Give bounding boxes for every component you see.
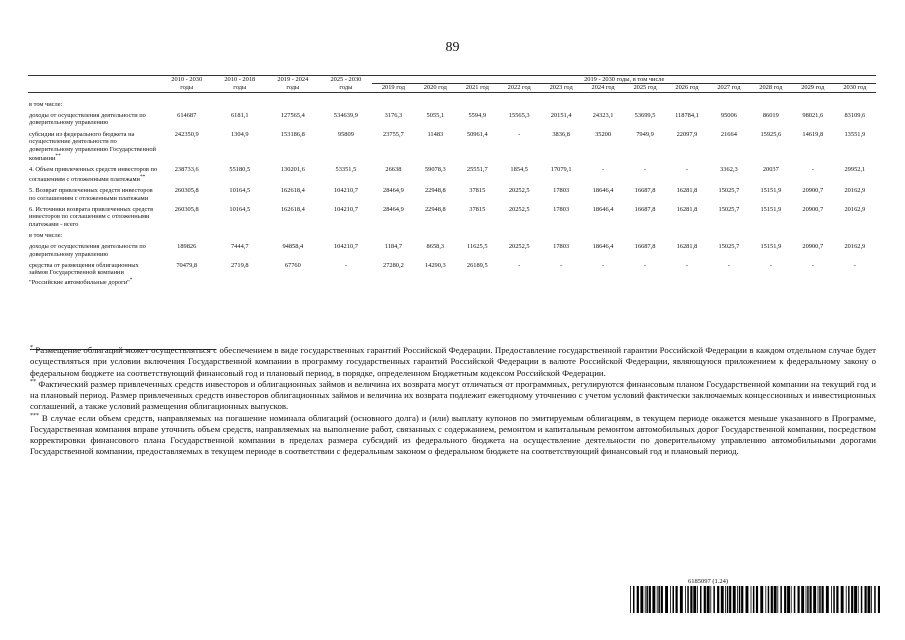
table-cell — [792, 230, 834, 241]
table-row — [28, 204, 876, 230]
table-cell: - — [769, 262, 772, 270]
table-cell: 260305,8 — [174, 187, 199, 195]
table-cell: - — [685, 262, 689, 270]
year-header: 2020 год — [414, 84, 456, 92]
row-label: в том числе: — [29, 100, 63, 108]
table-cell — [372, 230, 414, 241]
table-cell — [266, 230, 319, 241]
table-cell: 7949,9 — [636, 130, 654, 138]
year-header: 2024 год — [582, 84, 624, 92]
period-header: 2019 - 2024 — [266, 76, 319, 84]
table-cell: 104210,7 — [333, 187, 358, 195]
table-cell: 5055,1 — [426, 112, 445, 120]
table-cell: 16281,8 — [676, 187, 698, 195]
table-cell — [319, 99, 372, 110]
table-cell — [792, 99, 834, 110]
row-label: субсидии из федерального бюджета на осуществление деятельности по доверительному управлению Государственной компании** — [29, 130, 156, 162]
table-cell: 614687 — [177, 112, 197, 120]
table-cell: 242350,9 — [174, 130, 199, 138]
table-cell — [498, 230, 540, 241]
table-cell — [319, 230, 372, 241]
table-cell: 37815 — [469, 187, 486, 195]
header-blank — [28, 76, 160, 84]
period-header: 2025 - 2030 — [319, 76, 372, 84]
table-cell: 3362,3 — [720, 166, 738, 174]
table-cell: 26189,5 — [466, 262, 488, 270]
year-header: 2023 год — [540, 84, 582, 92]
table-cell: 260305,8 — [174, 205, 199, 213]
table-cell: 8658,3 — [426, 243, 445, 251]
table-cell: 3836,8 — [552, 130, 570, 138]
table-cell: - — [727, 262, 730, 270]
table-cell: - — [518, 262, 521, 270]
table-cell: 83109,6 — [844, 112, 866, 120]
table-cell: 20900,7 — [802, 205, 824, 213]
table-cell — [540, 99, 582, 110]
table-cell — [624, 230, 666, 241]
table-cell: 35200 — [595, 130, 612, 138]
table-cell: 22097,9 — [676, 130, 698, 138]
table-cell — [213, 99, 266, 110]
table-cell: 10164,5 — [229, 205, 251, 213]
table-cell: 127565,4 — [280, 112, 305, 120]
table-cell: - — [811, 262, 814, 270]
year-header: 2029 год — [792, 84, 834, 92]
table-cell — [213, 230, 266, 241]
table-cell: 67760 — [284, 262, 301, 270]
table-cell — [160, 99, 213, 110]
table-cell: 130201,6 — [280, 166, 305, 174]
row-label: средства от размещения облигационных займов Государственной компании "Российские автомобильные дороги"* — [29, 262, 139, 286]
table-cell: 13551,9 — [844, 130, 866, 138]
financing-table — [28, 75, 876, 288]
row-label: 4. Объем привлеченных средств инвесторов по соглашениям с отложенными платежами** — [29, 166, 158, 183]
table-cell — [582, 99, 624, 110]
table-cell: 50961,4 — [466, 130, 488, 138]
table-cell: 16687,8 — [634, 205, 656, 213]
year-header: 2021 год — [456, 84, 498, 92]
year-header: 2027 год — [708, 84, 750, 92]
table-cell: 21664 — [720, 130, 737, 138]
table-cell: 15025,7 — [718, 205, 740, 213]
table-cell: 95006 — [720, 112, 737, 120]
period-header: 2010 - 2030 — [160, 76, 213, 84]
page-number: 89 — [445, 40, 460, 55]
period-unit: годы — [213, 84, 266, 92]
table-cell: - — [643, 262, 647, 270]
table-cell: 18646,4 — [592, 187, 614, 195]
table-cell: 15025,7 — [718, 187, 740, 195]
table-cell: - — [602, 262, 605, 270]
table-row — [28, 110, 876, 129]
table-cell: 22948,8 — [424, 187, 446, 195]
table-cell: 534639,9 — [333, 112, 358, 120]
footnotes — [30, 345, 876, 458]
table-cell: 104210,7 — [333, 243, 358, 251]
header-blank — [28, 84, 160, 92]
table-cell: 3176,3 — [384, 112, 403, 120]
table-cell: 18646,4 — [592, 205, 614, 213]
year-header: 2028 год — [750, 84, 792, 92]
row-label: доходы от осуществления деятельности по доверительному управлению — [29, 243, 146, 258]
table-cell — [750, 230, 792, 241]
table-cell: 10164,5 — [229, 187, 251, 195]
table-cell — [624, 99, 666, 110]
table-cell: 11625,5 — [467, 243, 488, 251]
table-cell: 20162,9 — [844, 243, 866, 251]
table-cell — [414, 99, 456, 110]
table-cell: 53351,5 — [335, 166, 357, 174]
table-cell: 16281,8 — [676, 243, 698, 251]
table-cell: 16687,8 — [634, 187, 656, 195]
table-cell: 118784,1 — [675, 112, 699, 120]
table-cell: 20162,9 — [844, 187, 866, 195]
table-cell — [582, 230, 624, 241]
table-cell: - — [853, 262, 856, 270]
table-cell — [834, 230, 876, 241]
table-cell: - — [560, 262, 563, 270]
table-row — [28, 185, 876, 204]
table-cell: 14290,3 — [424, 262, 446, 270]
year-header: 2026 год — [666, 84, 708, 92]
table-cell: 55180,5 — [229, 166, 251, 174]
table-cell — [456, 99, 498, 110]
table-cell: 189826 — [177, 243, 197, 251]
table-cell — [498, 99, 540, 110]
table-cell: 17803 — [553, 205, 570, 213]
table-cell: - — [811, 166, 814, 174]
year-header: 2025 год — [624, 84, 666, 92]
row-label: в том числе: — [29, 232, 63, 239]
footnote: *** В случае если объем средств, направляемых на погашение номинала облигаций (основного долга) и (или) выплату купонов по эмитируемым облигациям, в текущем периоде окажется меньше указанного в Программе, Государственная компания вправе уточнить объем средств, направляемых на выполнение работ, связанных с содержанием, ремонтом и капитальным ремонтом автомобильных дорог Государственной компании, посредством корректировки финансового плана Государственной компании в пределах размера субсидий из федерального бюджета на осуществление деятельности по доверительному управлению автомобильными дорогами Государственной компании, предоставляемых в текущем периоде в соответствии с федеральным законом о федеральном бюджете на соответствующий финансовый год и плановый период. — [30, 412, 877, 457]
period-unit: годы — [319, 84, 372, 92]
table-cell: 24323,1 — [592, 112, 614, 120]
table-cell: 26638 — [385, 166, 402, 174]
table-cell: - — [685, 166, 689, 174]
table-cell: 5594,9 — [468, 112, 487, 120]
table-cell: 94858,4 — [282, 243, 304, 251]
table-cell: 25551,7 — [466, 166, 488, 174]
table-cell: 20162,9 — [844, 205, 866, 213]
table-cell: 20151,4 — [550, 112, 572, 120]
table-cell: 104210,7 — [333, 205, 358, 213]
year-header: 2022 год — [498, 84, 540, 92]
table-cell: 17803 — [553, 187, 570, 195]
table-cell — [266, 99, 319, 110]
barcode-number: 6185097 (1.24) — [688, 578, 729, 585]
table-cell: 162618,4 — [280, 187, 305, 195]
row-label: 6. Источники возврата привлеченных средств инвесторов по соглашениям с отложенными платежами - всего — [29, 205, 154, 228]
period-header: 2010 - 2018 — [213, 76, 266, 84]
table-cell: 15565,3 — [508, 112, 530, 120]
table-cell: 153186,8 — [280, 130, 305, 138]
table-cell: 6181,1 — [230, 112, 249, 120]
group-header: 2019 - 2030 годы, в том числе — [372, 76, 876, 84]
barcode — [630, 586, 880, 613]
footnote: * Размещение облигаций может осуществляться с обеспечением в виде государственных гарантий Российской Федерации. Предоставление государственной гарантии Российской Федерации в каждом отдельном случае будет осуществляться при условии включения Государственной компании в программу государственных гарантий Российской Федерации в валюте Российской Федерации, являющуюся приложением к федеральному закону о федеральном бюджете на соответствующий финансовый год и плановый период, в порядке, определенном Бюджетным кодексом Российской Федерации. — [30, 345, 876, 378]
table-row — [28, 241, 876, 260]
period-unit: годы — [160, 84, 213, 92]
table-row — [28, 164, 876, 185]
table-cell: 86019 — [762, 112, 779, 120]
table-cell: 20900,7 — [802, 243, 824, 251]
table-cell: 20252,5 — [508, 205, 530, 213]
table-cell — [708, 99, 750, 110]
table-row — [28, 260, 876, 288]
table-cell: 15925,6 — [760, 130, 782, 138]
table-row — [28, 129, 876, 165]
table-cell: 17803 — [553, 243, 570, 251]
row-label: доходы от осуществления деятельности по доверительному управлению — [29, 112, 146, 127]
table-cell: 7444,7 — [230, 243, 249, 251]
table-cell: 20900,7 — [802, 187, 824, 195]
table-cell — [834, 99, 876, 110]
table-row — [28, 99, 876, 110]
table-cell: 37815 — [469, 205, 486, 213]
table-cell — [666, 99, 708, 110]
row-label: 5. Возврат привлеченных средств инвесторов по соглашениям с отложенными платежами — [29, 187, 153, 202]
table-cell: 18646,4 — [592, 243, 614, 251]
table-cell — [456, 230, 498, 241]
table-cell: 17079,1 — [550, 166, 572, 174]
table-cell: - — [643, 166, 647, 174]
table-cell: 59078,3 — [424, 166, 446, 174]
table-cell: 22948,8 — [424, 205, 446, 213]
table-cell: 28464,9 — [383, 187, 404, 195]
table-cell — [540, 230, 582, 241]
table-cell: 15151,9 — [760, 187, 782, 195]
table-cell: 16281,8 — [676, 205, 698, 213]
table-cell — [160, 230, 213, 241]
table-cell: 1184,7 — [384, 243, 403, 251]
table-cell: 20252,5 — [508, 243, 530, 251]
table-cell: 11483 — [427, 130, 444, 138]
table-cell: - — [602, 166, 605, 174]
table-cell: 20252,5 — [508, 187, 530, 195]
table-cell: 14619,8 — [802, 130, 824, 138]
table-cell: 2719,8 — [230, 262, 249, 270]
table-cell: 20037 — [762, 166, 779, 174]
table-cell: 98021,6 — [802, 112, 824, 120]
table-cell: 29952,1 — [844, 166, 866, 174]
table-row — [28, 230, 876, 241]
table-cell: 70479,8 — [176, 262, 198, 270]
table-cell: 15025,7 — [718, 243, 740, 251]
table-cell — [750, 99, 792, 110]
table-cell — [666, 230, 708, 241]
table-cell: 238733,6 — [174, 166, 199, 174]
table-cell: 95809 — [337, 130, 354, 138]
table-cell: 27280,2 — [383, 262, 404, 270]
footnote: ** Фактический размер привлеченных средств инвесторов и облигационных займов и величина их возврата могут отличаться от программных, регулируются финансовым планом Государственной компании на текущий год и на плановый период. Размер привлеченных средств инвесторов облигационных займов и величина их возврата подлежит ежегодному уточнению с учетом условий фактически заключаемых концессионных и инвестиционных соглашений, а также условий размещения облигационных выпусков. — [30, 378, 877, 412]
table-cell: - — [518, 130, 521, 138]
period-unit: годы — [266, 84, 319, 92]
table-cell: 15151,9 — [760, 243, 782, 251]
table-cell — [414, 230, 456, 241]
table-cell — [372, 99, 414, 110]
table-cell: 16687,8 — [634, 243, 656, 251]
table-cell: 15151,9 — [760, 205, 782, 213]
table-cell: 53699,5 — [634, 112, 656, 120]
table-cell: - — [344, 262, 347, 270]
table-cell: 23755,7 — [383, 130, 404, 138]
table-cell — [708, 230, 750, 241]
year-header: 2030 год — [834, 84, 876, 92]
table-cell: 1304,9 — [230, 130, 249, 138]
table-cell: 162618,4 — [280, 205, 305, 213]
year-header: 2019 год — [372, 84, 414, 92]
table-cell: 28464,9 — [383, 205, 404, 213]
table-cell: 1854,5 — [510, 166, 528, 174]
